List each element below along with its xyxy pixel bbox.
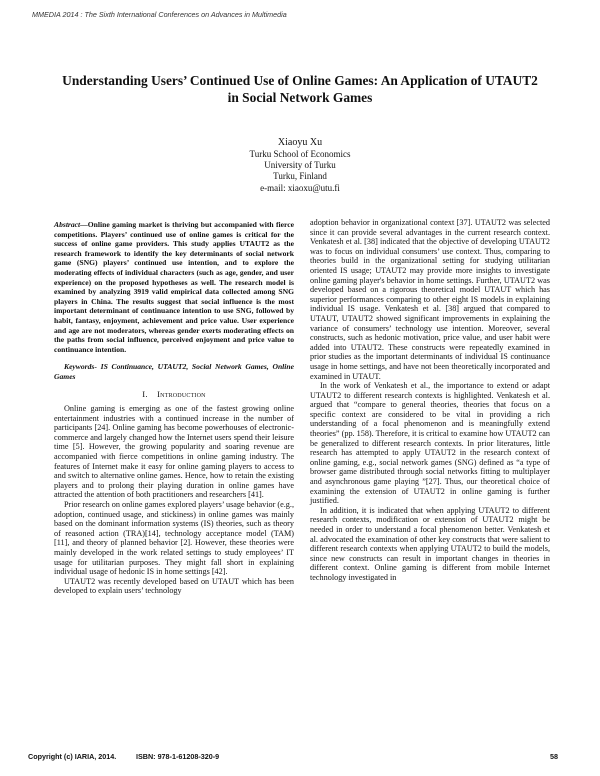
- title-line-1: Understanding Users’ Continued Use of Online Games: An Application of UTAUT2: [62, 73, 538, 88]
- running-header: MMEDIA 2014 : The Sixth International Conferences on Advances in Multimedia: [32, 10, 287, 19]
- affiliation-school: Turku School of Economics: [249, 149, 351, 159]
- abstract: [54, 220, 294, 354]
- intro-paragraph-3: UTAUT2 was recently developed based on UTAUT which has been developed to explain users’ technology: [54, 576, 294, 596]
- title-line-2: in Social Network Games: [227, 90, 373, 105]
- author-block: [150, 136, 450, 194]
- affiliation-city: Turku, Finland: [273, 171, 327, 182]
- author-email: e-mail: xiaoxu@utu.fi: [260, 182, 340, 193]
- keywords: Keywords- IS Continuance, UTAUT2, Social Network Games, Online Games: [54, 362, 294, 381]
- intro-paragraph-1: Online gaming is emerging as one of the fastest growing online entertainment industries with a continued increase in the number of participants [24]. Online gaming has become powerhouses of electronic-commerce and largely changed how the Internet users spend their leisure time [5]. However, the growing popularity and soaring revenue are accompanied with fierce competitions in online gaming industry. The features of Internet make it easy for online gaming players to access to and switch to alternative online games. Hence, how to retain the existing players and to prolong their playing duration in online games have attracted the attention of both practitioners and researchers [41].: [54, 404, 294, 500]
- page-number: 58: [550, 752, 558, 761]
- footer-isbn: ISBN: 978-1-61208-320-9: [136, 752, 220, 761]
- right-paragraph-2: In the work of Venkatesh et al., the importance to extend or adapt UTAUT2 to different research contexts is highlighted. Venkatesh et al. argued that “compare to general theories, theories that focus on a specific context are considered to be vital in providing a rich understanding of a focal phenomenon and is meaningfully extend theories” (pp. 158). Therefore, it is critical to examine how UTAUT2 can be generalized to different research contexts. In prior literatures, little research has attempted to apply UTAUT2 in the research context of online gaming, e.g., social network games (SNG) defined as “a type of browser game distributed through social networks fitting to multiplayer and asynchronous game playing ”[27]. Thus, our theoretical choice of examining the extension of UTAUT2 in online gaming is further justified.: [310, 381, 550, 506]
- abstract-lead: Abstract: [54, 220, 81, 229]
- author-name: Xiaoyu Xu: [277, 137, 323, 148]
- intro-paragraph-2: Prior research on online games explored players’ usage behavior (e.g., adoption, continued usage, and stickiness) in online games was mainly based on the dominant information systems (IS) theories, such as theory of reasoned action (TRA)[14], technology acceptance model (TAM) [11], and theory of planned behavior [2]. However, these theories were mainly developed in the work related settings to study employees’ IT usage for utilitarian purposes. They might fall short in explaining individual usage of hedonic IS in home settings [42].: [54, 500, 294, 577]
- right-column: [310, 218, 550, 583]
- right-paragraph-1: adoption behavior in organizational context [37]. UTAUT2 was selected since it can provide several advantages in the current research context. Venkatesh et al. [38] indicated that the objective of developing UTAUT2 was to focus on individual consumers’ use context. Thus, comparing to theories build in the organizational setting for studying utilitarian oriented IS usage; UTAUT2 may provide more insights to investigate online gaming player's behavior in home settings. Further, UTAUT2 was developed based on a rigorous theoretical model UTAUT which has superior performances comparing to other eight IS models in explaining individual IS usage. Venkatesh et al. [38] argued that compared to UTAUT, UTAUT2 showed significant improvements in explaining the variance of consumers’ technology use intention. Moreover, several constructs, such as hedonic motivation, price value, and user habit were added into UTAUT2. These constructs were repeatedly examined in prior studies as the important determinants of individual IS continuance usage in home settings, and have not been theoretically incorporated and examined in UTAUT.: [310, 218, 550, 381]
- paper-title: [40, 72, 560, 106]
- affiliation-university: University of Turku: [264, 160, 336, 171]
- footer-copyright: Copyright (c) IARIA, 2014.: [28, 752, 117, 761]
- left-column: [54, 220, 294, 596]
- section-number: I.: [142, 388, 148, 399]
- right-paragraph-3: In addition, it is indicated that when applying UTAUT2 to different research contexts, modification or extension of UTAUT2 might be needed in order to understand a focal phenomenon better. Venkatesh et al. advocated the examination of other key constructs that were salient to different research contexts when applying UTAUT2 to build the models, since new constructs can result in important changes in theories in different context. Online gaming is different from mobile Internet technology investigated in: [310, 505, 550, 582]
- section-heading-introduction: [54, 390, 294, 400]
- section-title: Introduction: [157, 388, 206, 399]
- abstract-text: —Online gaming market is thriving but accompanied with fierce competitions. Players’ continued use of online games is critical for the success of online game providers. This study applies UTAUT2 as the research framework to identify the key determinants of social network game (SNG) players’ continued use intention, and to explore the moderating effects of individual characters (such as age, gender, and user experience) on the proposed hypotheses as well. The research model is examined by analyzing 3919 valid empirical data collected among SNG players in China. The results suggest that social influence is the most important determinant of continuance intention to use SNG, followed by habit, fantasy, enjoyment, achievement and price value. User experience and age are not moderators, whereas gender exerts moderating effects on the paths from social influence, perceived enjoyment and price value to continuance intention.: [54, 220, 294, 354]
